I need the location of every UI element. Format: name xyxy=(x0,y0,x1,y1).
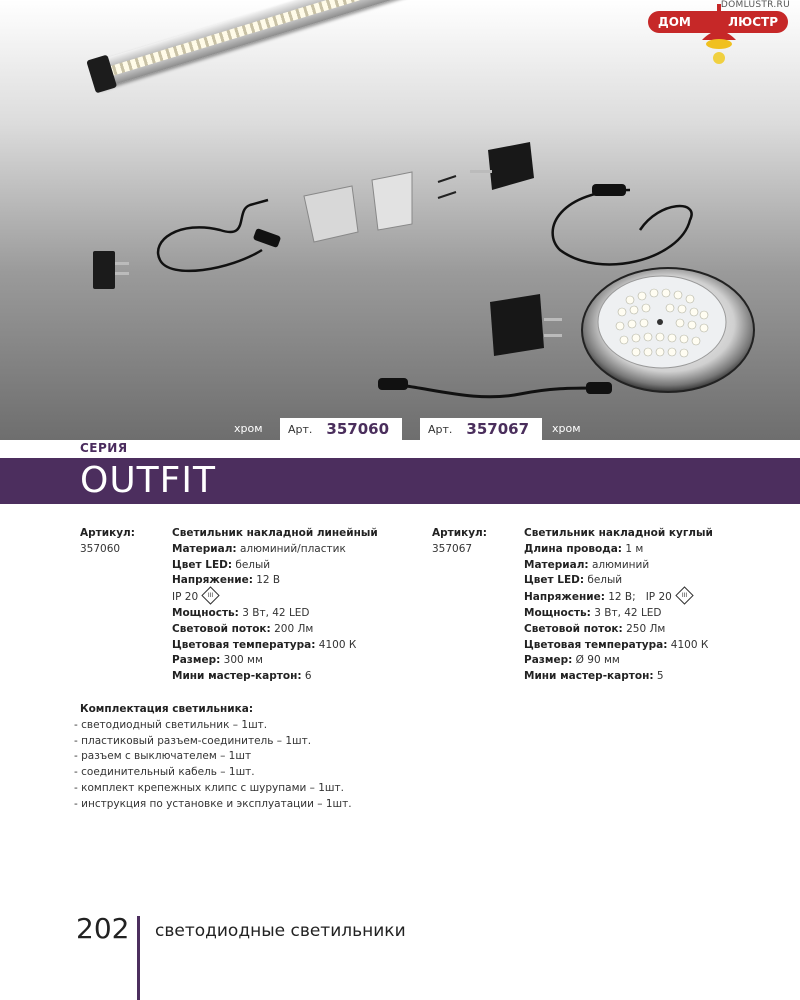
list-item: - светодиодный светильник – 1шт. xyxy=(74,718,268,731)
product2-specs xyxy=(524,526,713,685)
spec-label: Цветовая температура: xyxy=(172,638,316,651)
series-name: OUTFIT xyxy=(80,460,216,501)
ip-rating: IP 20 xyxy=(645,591,672,604)
article-badge-357067 xyxy=(420,418,542,440)
spec-label: Мини мастер-картон: xyxy=(524,670,654,683)
spec-value: белый xyxy=(235,558,271,571)
spec-label: Размер: xyxy=(172,654,221,667)
kit-title: Комплектация светильника: xyxy=(80,703,254,715)
spec-value: 12 В xyxy=(256,574,281,587)
spec-label: Световой поток: xyxy=(524,622,623,635)
spec-label: Материал: xyxy=(524,558,589,571)
spec-value: 300 мм xyxy=(223,654,263,667)
page-number: 202 xyxy=(76,912,130,945)
finish-label-right: хром xyxy=(552,422,581,435)
footer-divider xyxy=(137,916,140,1000)
spec-value: Ø 90 мм xyxy=(575,654,620,667)
spec-value: 4100 К xyxy=(318,638,357,651)
spec-label: Длина провода: xyxy=(524,542,623,555)
section-title: светодиодные светильники xyxy=(155,921,406,941)
product1-specs xyxy=(172,526,378,685)
spec-value: 250 Лм xyxy=(626,622,666,635)
spec-label: Мини мастер-картон: xyxy=(172,670,302,683)
article-value: 357067 xyxy=(432,542,473,555)
spec-value: 3 Вт, 42 LED xyxy=(594,606,662,619)
article-badge-357060 xyxy=(280,418,402,440)
logo-word-right: ЛЮСТР xyxy=(728,15,778,29)
article-badge-number: 357067 xyxy=(466,420,530,438)
spec-label: Напряжение: xyxy=(172,574,253,587)
list-item: - инструкция по установке и эксплуатации – 1шт. xyxy=(74,797,352,810)
product-title: Светильник накладной куглый xyxy=(524,527,713,539)
article-value: 357060 xyxy=(80,542,121,555)
class-iii-protection-icon: III xyxy=(675,586,693,604)
spec-value: алюминий/пластик xyxy=(239,542,346,555)
spec-value: 12 В; xyxy=(608,591,636,604)
article-label: Артикул: xyxy=(432,527,487,539)
series-banner xyxy=(0,458,800,504)
spec-value: 4100 К xyxy=(670,638,709,651)
article-badge-label: Арт. xyxy=(428,422,453,436)
logo-word-left: ДОМ xyxy=(658,15,691,29)
spec-value: алюминий xyxy=(591,558,650,571)
kit-list xyxy=(74,718,352,813)
kit-contents xyxy=(74,702,352,813)
logo-site-text: DOMLUSTR.RU xyxy=(720,0,790,10)
spec-value: 1 м xyxy=(625,542,644,555)
product-photo xyxy=(0,0,800,440)
spec-label: Цвет LED: xyxy=(524,574,585,587)
finish-label-left: хром xyxy=(234,422,263,435)
spec-value: 5 xyxy=(656,670,664,683)
list-item: - разъем с выключателем – 1шт xyxy=(74,750,252,763)
class-iii-protection-icon: III xyxy=(201,586,219,604)
article-badge-number: 357060 xyxy=(326,420,390,438)
series-label: СЕРИЯ xyxy=(80,441,128,455)
spec-value: 200 Лм xyxy=(274,622,314,635)
spec-value: 3 Вт, 42 LED xyxy=(242,606,310,619)
product2-article-block xyxy=(432,526,487,558)
spec-label: Мощность: xyxy=(524,606,591,619)
list-item: - пластиковый разъем-соединитель – 1шт. xyxy=(74,734,312,747)
article-badge-label: Арт. xyxy=(288,422,313,436)
spec-value: белый xyxy=(587,574,623,587)
spec-label: Цветовая температура: xyxy=(524,638,668,651)
spec-label: Размер: xyxy=(524,654,573,667)
product1-article-block xyxy=(80,526,135,558)
spec-label: Материал: xyxy=(172,542,237,555)
list-item: - соединительный кабель – 1шт. xyxy=(74,766,255,779)
article-label: Артикул: xyxy=(80,527,135,539)
article-row xyxy=(0,418,800,440)
ip-rating: IP 20 xyxy=(172,591,199,604)
spec-label: Напряжение: xyxy=(524,591,605,604)
accessories-illustration xyxy=(0,0,800,440)
product-title: Светильник накладной линейный xyxy=(172,527,378,539)
list-item: - комплект крепежных клипс с шурупами – 1шт. xyxy=(74,781,344,794)
spec-label: Световой поток: xyxy=(172,622,271,635)
spec-label: Цвет LED: xyxy=(172,558,233,571)
spec-label: Мощность: xyxy=(172,606,239,619)
spec-value: 6 xyxy=(304,670,312,683)
